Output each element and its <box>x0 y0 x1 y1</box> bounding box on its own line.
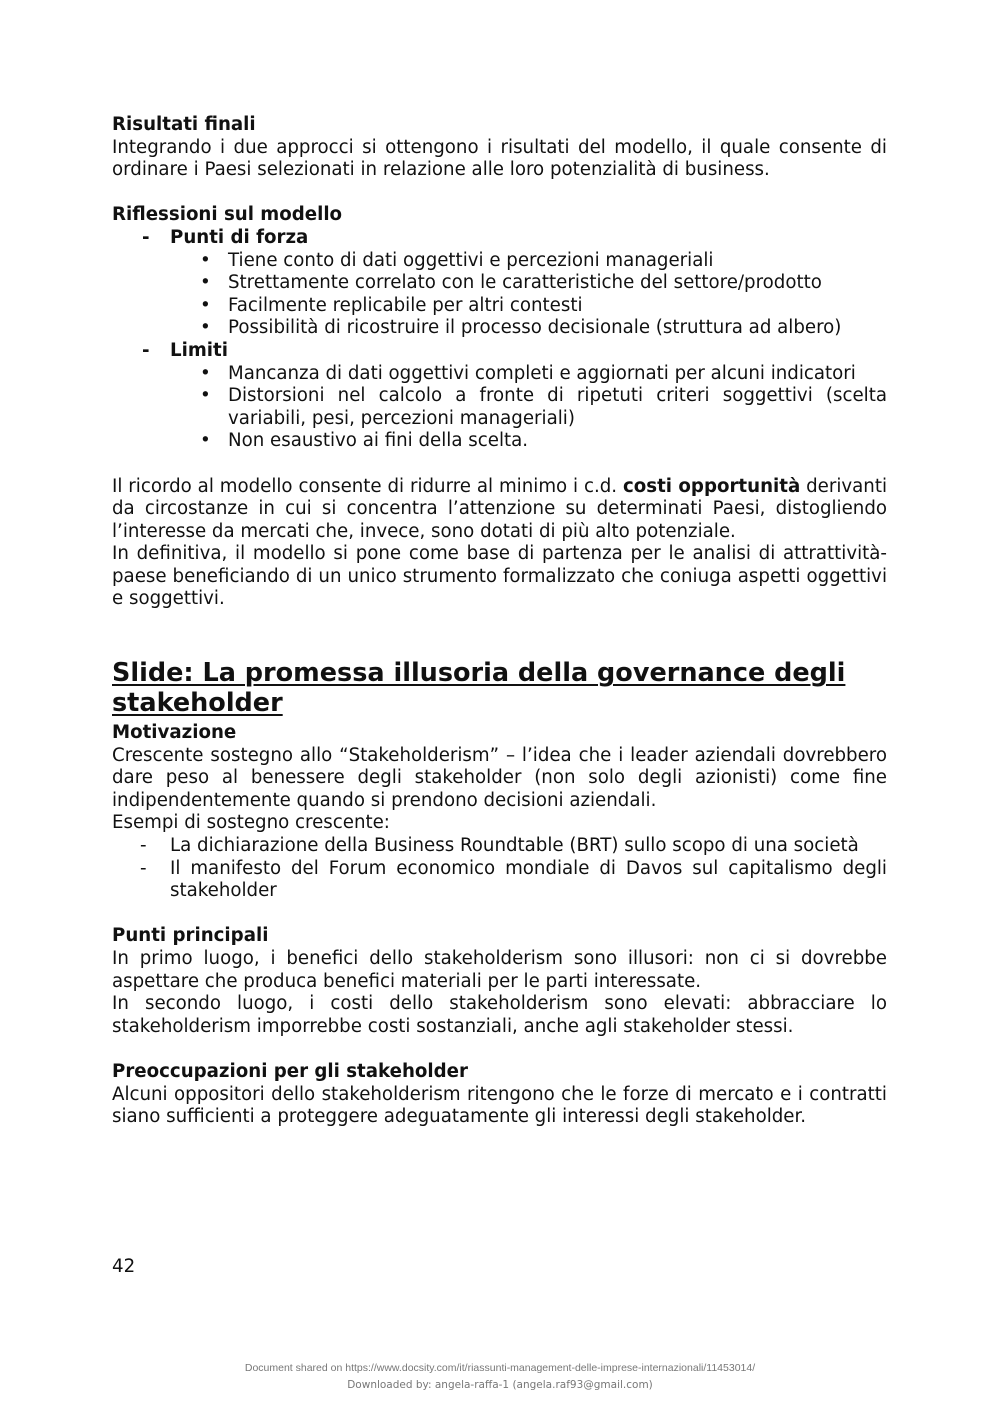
paragraph-preoccupazioni: Alcuni oppositori dello stakeholderism ritengono che le forze di mercato e i contratti siano sufficienti a proteggere adeguatamente gli interessi degli stakeholder. <box>112 1083 887 1128</box>
document-page <box>112 114 887 1129</box>
dash-marker: - <box>140 835 147 857</box>
list-item-text: Tiene conto di dati oggettivi e percezioni manageriali <box>228 249 714 271</box>
text-run: derivanti da circostanze in cui si concentra l’attenzione su determinati Paesi, distogliendo l’interesse da mercati che, invece, sono dotati di più alto potenziale. <box>112 475 888 542</box>
group-label: Limiti <box>170 339 228 361</box>
page-number: 42 <box>112 1256 136 1277</box>
list-item-text: Non esaustivo ai fini della scelta. <box>228 430 529 452</box>
list-item <box>112 250 887 273</box>
list-item-text: Mancanza di dati oggettivi completi e aggiornati per alcuni indicatori <box>228 362 856 384</box>
group-label: Punti di forza <box>170 226 309 248</box>
list-group-punti-di-forza <box>112 227 887 250</box>
footer-downloaded-by: Downloaded by: angela-raffa-1 (angela.raf93@gmail.com) <box>347 1379 653 1391</box>
list-item-text: Strettamente correlato con le caratteristiche del settore/prodotto <box>228 272 822 294</box>
bullet-marker: • <box>200 430 211 452</box>
section-heading-preoccupazioni: Preoccupazioni per gli stakeholder <box>112 1060 468 1082</box>
list-item <box>112 835 887 858</box>
section-heading-riflessioni: Riflessioni sul modello <box>112 204 343 226</box>
bullet-marker: • <box>200 294 211 316</box>
paragraph-punti-2: In secondo luogo, i costi dello stakeholderism sono elevati: abbracciare lo stakeholderism imporrebbe costi sostanziali, anche agli stakeholder stessi. <box>112 993 887 1037</box>
list-item <box>112 430 887 453</box>
paragraph-motivazione: Crescente sostegno allo “Stakeholderism” – l’idea che i leader aziendali dovrebbero dare peso al benessere degli stakeholder (non solo degli azionisti) come fine indipendentemente quando si prendono decisioni aziendali. <box>112 744 887 811</box>
paragraph-in-definitiva: In definitiva, il modello si pone come base di partenza per le analisi di attrattività-paese beneficiando di un unico strumento formalizzato che coniuga aspetti oggettivi e soggettivi. <box>112 543 887 610</box>
section-heading-punti-principali: Punti principali <box>112 925 269 947</box>
list-item <box>112 295 887 318</box>
list-item-text: Il manifesto del Forum economico mondiale di Davos sul capitalismo degli stakeholder <box>170 857 887 902</box>
dash-marker: - <box>140 857 147 879</box>
bullet-marker: • <box>200 385 211 407</box>
bullet-marker: • <box>200 272 211 294</box>
section-heading-risultati: Risultati finali <box>112 114 256 135</box>
list-item <box>112 363 887 386</box>
list-item <box>112 385 887 430</box>
paragraph-costi-opportunita <box>112 476 887 544</box>
examples-intro: Esempi di sostegno crescente: <box>112 812 390 834</box>
bold-term: costi opportunità <box>622 475 801 497</box>
paragraph-risultati: Integrando i due approcci si ottengono i risultati del modello, il quale consente di ordinare i Paesi selezionati in relazione alle loro potenzialità di business. <box>112 136 887 181</box>
list-item <box>112 858 887 903</box>
bullet-marker: • <box>200 362 211 384</box>
slide-title: Slide: La promessa illusoria della governance degli stakeholder <box>112 658 846 718</box>
text-run: Il ricordo al modello consente di ridurre al minimo i c.d. <box>112 475 623 497</box>
list-group-limiti <box>112 340 887 363</box>
list-item <box>112 272 887 295</box>
list-item-text: La dichiarazione della Business Roundtable (BRT) sullo scopo di una società <box>170 835 859 857</box>
footer-shared-link: Document shared on https://www.docsity.com/it/riassunti-management-delle-imprese-internazionali/11453014/ <box>244 1362 756 1374</box>
list-item <box>112 317 887 340</box>
paragraph-punti-1: In primo luogo, i benefici dello stakeholderism sono illusori: non ci si dovrebbe aspettare che produca benefici materiali per le parti interessate. <box>112 948 887 992</box>
riflessioni-list <box>112 227 887 453</box>
bullet-marker: • <box>200 249 211 271</box>
list-item-text: Possibilità di ricostruire il processo decisionale (struttura ad albero) <box>228 317 842 339</box>
dash-marker: - <box>142 339 150 361</box>
section-heading-motivazione: Motivazione <box>112 722 237 744</box>
bullet-marker: • <box>200 317 211 339</box>
dash-marker: - <box>142 226 150 248</box>
list-item-text: Facilmente replicabile per altri contesti <box>228 294 583 316</box>
list-item-text: Distorsioni nel calcolo a fronte di ripetuti criteri soggettivi (scelta variabili, pesi, percezioni manageriali) <box>228 385 887 429</box>
examples-list <box>112 835 887 903</box>
